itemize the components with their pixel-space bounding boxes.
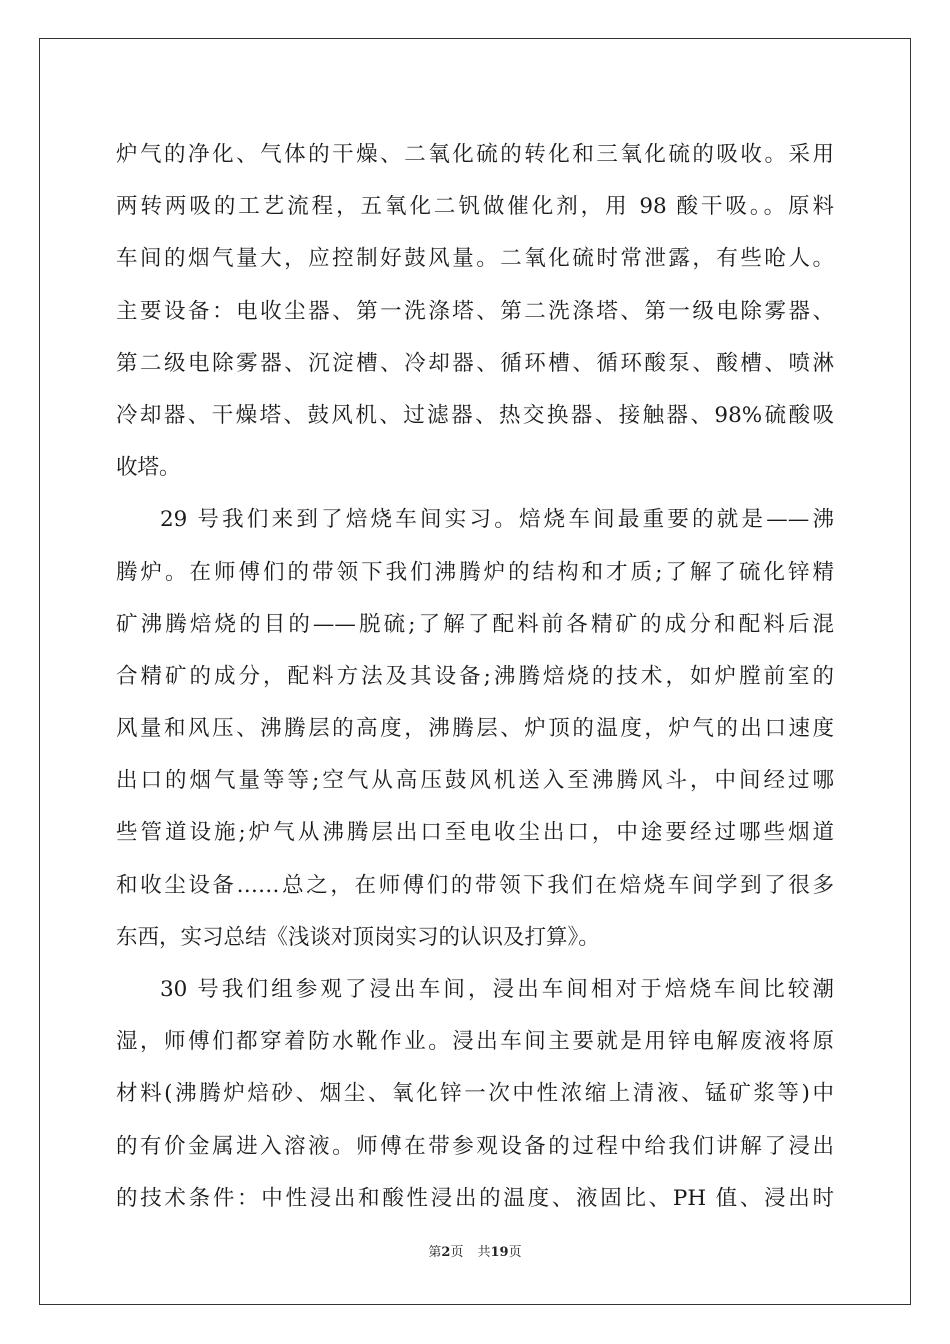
text-line: 车间的烟气量大，应控制好鼓风量。二氧化硫时常泄露，有些呛人。 — [116, 246, 834, 272]
text-line: 第二级电除雾器、沉淀槽、冷却器、循环槽、循环酸泵、酸槽、喷淋 — [116, 350, 834, 376]
text-line: 湿，师傅们都穿着防水靴作业。浸出车间主要就是用锌电解废液将原 — [116, 1029, 834, 1055]
text-line: 收塔。 — [116, 455, 181, 481]
total-pages-number: 19 — [490, 1245, 509, 1260]
text-line: 冷却器、干燥塔、鼓风机、过滤器、热交换器、接触器、98%硫酸吸 — [116, 402, 834, 428]
text-line: 30 号我们组参观了浸出车间，浸出车间相对于焙烧车间比较潮 — [160, 977, 834, 1002]
text-line: 两转两吸的工艺流程，五氧化二钒做催化剂，用 98 酸干吸。。原料 — [116, 194, 834, 220]
total-suffix: 页 — [508, 1245, 522, 1260]
text-line: 的技术条件：中性浸出和酸性浸出的温度、液固比、PH 值、浸出时 — [116, 1185, 834, 1211]
document-body — [116, 129, 834, 1225]
text-line: 风量和风压、沸腾层的高度，沸腾层、炉顶的温度，炉气的出口速度 — [116, 716, 834, 742]
current-page-number: 2 — [441, 1245, 451, 1260]
page-suffix: 页 — [450, 1245, 464, 1260]
text-line: 些管道设施;炉气从沸腾层出口至电收尘出口，中途要经过哪些烟道 — [116, 820, 834, 846]
text-line: 和收尘设备……总之，在师傅们的带领下我们在焙烧车间学到了很多 — [116, 872, 834, 898]
page-footer — [0, 1241, 950, 1260]
text-line: 的有价金属进入溶液。师傅在带参观设备的过程中给我们讲解了浸出 — [116, 1133, 834, 1159]
total-prefix: 共 — [477, 1245, 491, 1260]
text-line: 29 号我们来到了焙烧车间实习。焙烧车间最重要的就是——沸 — [160, 507, 834, 533]
text-line: 腾炉。在师傅们的带领下我们沸腾炉的结构和才质;了解了硫化锌精 — [116, 559, 834, 585]
text-line: 矿沸腾焙烧的目的——脱硫;了解了配料前各精矿的成分和配料后混 — [116, 611, 834, 637]
text-line: 东西，实习总结《浅谈对顶岗实习的认识及打算》。 — [116, 924, 600, 950]
page-prefix: 第 — [428, 1245, 442, 1260]
text-line: 主要设备：电收尘器、第一洗涤塔、第二洗涤塔、第一级电除雾器、 — [116, 298, 834, 324]
text-line: 合精矿的成分，配料方法及其设备;沸腾焙烧的技术，如炉膛前室的 — [116, 663, 834, 689]
text-line: 材料(沸腾炉焙砂、烟尘、氧化锌一次中性浓缩上清液、锰矿浆等)中 — [116, 1081, 834, 1107]
text-line: 出口的烟气量等等;空气从高压鼓风机送入至沸腾风斗，中间经过哪 — [116, 768, 834, 794]
text-line: 炉气的净化、气体的干燥、二氧化硫的转化和三氧化硫的吸收。采用 — [116, 142, 834, 167]
